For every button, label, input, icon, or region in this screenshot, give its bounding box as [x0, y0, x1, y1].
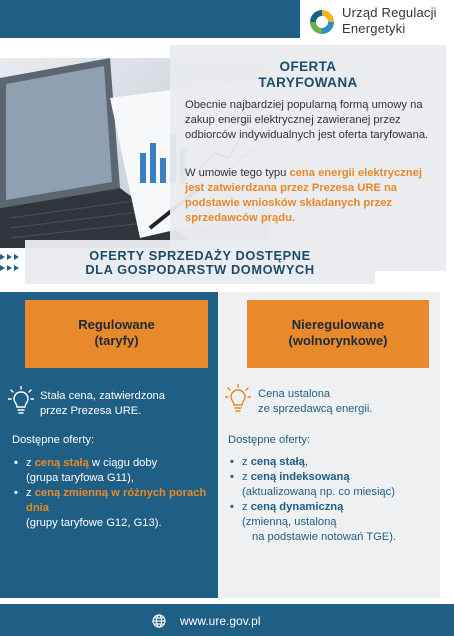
org-name-line2: Energetyki — [342, 21, 406, 36]
item-prefix: z — [26, 457, 35, 469]
tariff-offer-panel — [170, 45, 446, 271]
unregulated-tag-line1: Nieregulowane — [291, 317, 385, 332]
unregulated-description-line2: ze sprzedawcą energii. — [258, 403, 373, 415]
top-bar — [0, 0, 300, 38]
ure-logo — [306, 4, 452, 40]
list-item — [230, 470, 436, 500]
unregulated-description — [258, 387, 372, 417]
offer-explanation — [185, 166, 440, 226]
item-highlight: ceną stałą — [250, 456, 305, 468]
item-suffix: w ciągu doby — [88, 457, 158, 469]
list-item — [230, 500, 436, 545]
list-item — [14, 456, 214, 486]
list-item — [14, 486, 214, 531]
offer-title-line1: OFERTA — [279, 59, 337, 74]
globe-icon — [152, 614, 166, 628]
item-prefix: z — [242, 471, 251, 483]
regulated-description-line2: przez Prezesa URE. — [40, 405, 142, 417]
item-highlight: ceną indeksowaną — [250, 471, 350, 483]
item-prefix: z — [242, 456, 251, 468]
unregulated-tag-line2: (wolnorynkowe) — [288, 333, 388, 348]
regulated-offers-label: Dostępne oferty: — [12, 434, 95, 446]
regulated-tag-line1: Regulowane — [78, 317, 155, 332]
regulated-tag-line2: (taryfy) — [94, 333, 139, 348]
item-highlight: ceną stałą — [34, 457, 89, 469]
item-highlight: ceną dynamiczną — [250, 501, 344, 513]
org-name-line1: Urząd Regulacji — [342, 5, 437, 20]
item-prefix: z — [242, 501, 251, 513]
regulated-offers-list — [14, 456, 214, 531]
item-suffix: , — [304, 456, 308, 468]
logo-text — [342, 5, 437, 37]
regulated-description-line1: Stała cena, zatwierdzona — [40, 390, 166, 402]
offer-description: Obecnie najbardziej popularną formą umowy na zakup energii elektrycznej zawieranej przez odbiorców indywidualnych jest oferta taryfowana. — [185, 99, 429, 141]
ure-logo-icon — [306, 6, 338, 38]
section-heading-line2: DLA GOSPODARSTW DOMOWYCH — [85, 262, 315, 277]
lightbulb-icon — [8, 386, 34, 416]
item-note: (grupy taryfowe G12, G13). — [26, 517, 162, 529]
unregulated-offers-list — [230, 455, 436, 545]
list-item — [230, 455, 436, 470]
unregulated-offers-label: Dostępne oferty: — [228, 434, 311, 446]
item-note: (aktualizowaną np. co miesiąc) — [242, 486, 395, 498]
item-note: na podstawie notowań TGE). — [252, 531, 397, 543]
offer-explanation-start: W umowie tego typu — [185, 167, 290, 179]
footer-bar — [0, 604, 454, 636]
regulated-tag — [25, 300, 208, 368]
offer-explanation-highlight: cena energii elektrycznej jest zatwierdzana przez Prezesa URE na podstawie wniosków składanych przez sprzedawców prądu. — [185, 167, 422, 224]
section-heading-line1: OFERTY SPRZEDAŻY DOSTĘPNE — [89, 248, 311, 263]
item-note: (grupa taryfowa G11), — [26, 472, 134, 484]
regulated-description — [40, 389, 165, 419]
section-heading — [25, 249, 375, 277]
chevrons-icon — [0, 254, 22, 272]
offer-title — [170, 59, 446, 91]
unregulated-tag — [247, 300, 429, 368]
section-heading-band — [25, 240, 375, 284]
item-highlight: ceną zmienną w różnych porach dnia — [26, 487, 207, 514]
website-link[interactable]: www.ure.gov.pl — [180, 614, 261, 628]
lightbulb-icon — [225, 384, 251, 414]
item-note: (zmienną, ustaloną — [242, 516, 337, 528]
offer-title-line2: TARYFOWANA — [258, 75, 358, 90]
unregulated-description-line1: Cena ustalona — [258, 388, 331, 400]
item-prefix: z — [26, 487, 35, 499]
